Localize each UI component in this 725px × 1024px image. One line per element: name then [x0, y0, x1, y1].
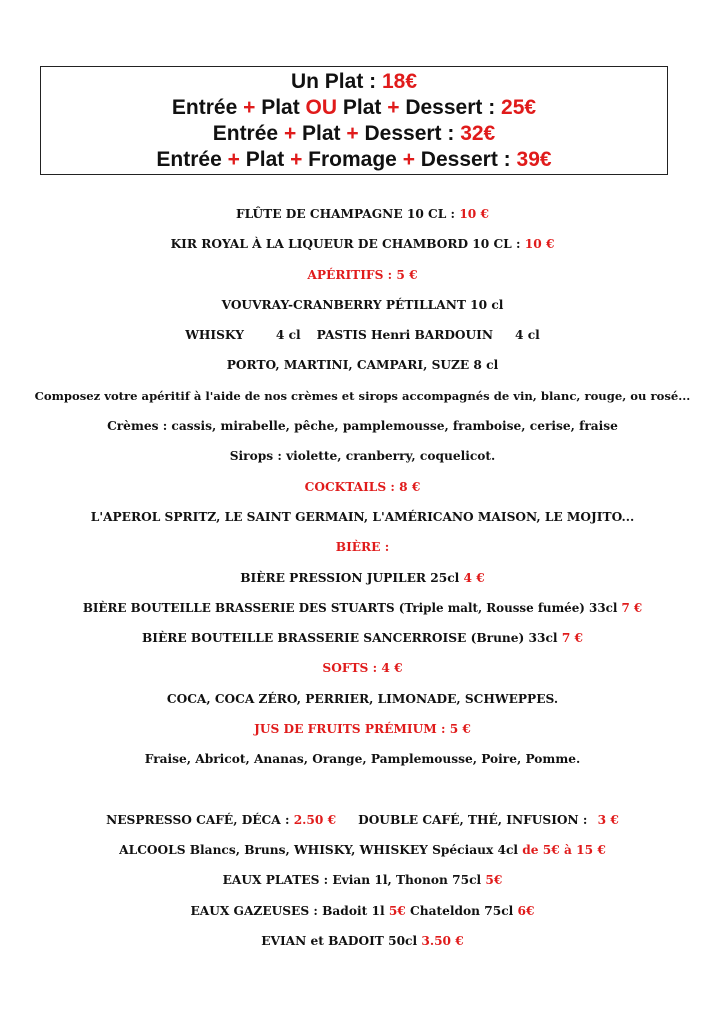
section-title-jus: JUS DE FRUITS PRÉMIUM : 5 € — [254, 722, 471, 737]
formula-text: Plat — [239, 148, 291, 171]
item-price: 7 € — [621, 600, 643, 615]
plus-sign: + — [387, 96, 400, 119]
menu-line-cocktails: L'APEROL SPRITZ, LE SAINT GERMAIN, L'AMÉRICANO MAISON, LE MOJITO... — [90, 509, 635, 524]
item-price: 6€ — [517, 903, 535, 918]
formula-text: Dessert : — [414, 148, 517, 171]
formula-text: Entrée — [156, 148, 228, 171]
formula-entree-plat-ou-plat-dessert — [41, 95, 667, 121]
menu-line-sancerroise — [0, 623, 725, 653]
menu-line-evian-badoit — [0, 926, 725, 956]
item-text: BIÈRE BOUTEILLE BRASSERIE DES STUARTS (Triple malt, Rousse fumée) 33cl — [82, 600, 622, 615]
formula-text: Plat — [296, 122, 347, 145]
formula-text: Entrée — [171, 96, 244, 119]
menu-line-kir-royal — [0, 229, 725, 259]
item-text: 4 cl — [275, 328, 301, 343]
formula-text: Dessert : — [399, 96, 502, 119]
section-title-aperitifs: APÉRITIFS : 5 € — [307, 267, 418, 282]
item-text: Chateldon 75cl — [405, 903, 518, 918]
drinks-menu — [0, 199, 725, 956]
menu-line-cafe — [0, 805, 725, 835]
menu-line-sirops: Sirops : violette, cranberry, coquelicot. — [229, 449, 496, 464]
menu-line-pression — [0, 563, 725, 593]
menu-line-porto: PORTO, MARTINI, CAMPARI, SUZE 8 cl — [226, 358, 499, 373]
item-text: WHISKY — [185, 328, 244, 343]
item-price: 5€ — [485, 873, 503, 888]
item-text: ALCOOLS Blancs, Bruns, WHISKY, WHISKEY Spéciaux 4cl — [119, 842, 523, 857]
item-text: PASTIS Henri BARDOUIN — [316, 328, 493, 343]
formula-box — [40, 66, 668, 175]
menu-line-vouvray: VOUVRAY-CRANBERRY PÉTILLANT 10 cl — [221, 297, 504, 312]
section-title-biere: BIÈRE : — [335, 540, 390, 555]
formula-text: Dessert : — [358, 122, 461, 145]
item-price: 4 € — [463, 570, 485, 585]
formula-price: 39€ — [516, 148, 552, 171]
item-price: 10 € — [459, 207, 489, 221]
item-text: BIÈRE PRESSION JUPILER 25cl — [240, 570, 464, 585]
section-title-softs: SOFTS : 4 € — [322, 661, 403, 676]
formula-price: 25€ — [501, 96, 537, 119]
menu-line-eaux-plates — [0, 865, 725, 895]
plus-sign: + — [283, 122, 297, 145]
item-price: 5€ — [388, 903, 406, 918]
menu-line-stuarts — [0, 593, 725, 623]
plus-sign: + — [346, 122, 359, 145]
item-text: EAUX GAZEUSES : Badoit 1l — [190, 903, 389, 918]
formula-price: 18€ — [381, 70, 418, 93]
item-price: 3.50 € — [421, 933, 464, 948]
menu-line-whisky-pastis — [0, 320, 725, 350]
plus-sign: + — [290, 148, 303, 171]
item-price: 3 € — [597, 812, 619, 827]
formula-text: Entrée — [212, 122, 284, 145]
item-text: EVIAN et BADOIT 50cl — [261, 933, 422, 948]
spacer — [0, 775, 725, 805]
formula-price: 32€ — [460, 122, 496, 145]
formula-entree-plat-dessert — [41, 121, 667, 147]
item-price: 7 € — [561, 631, 584, 646]
formula-entree-plat-fromage-dessert — [41, 147, 667, 173]
item-text: 4 cl — [515, 328, 540, 343]
menu-line-champagne — [0, 199, 725, 229]
formula-text: Plat — [255, 96, 306, 119]
plus-sign: + — [402, 148, 415, 171]
formula-label: Un Plat : — [290, 70, 382, 93]
menu-line-jus: Fraise, Abricot, Ananas, Orange, Pamplemousse, Poire, Pomme. — [144, 752, 581, 767]
item-text: BIÈRE BOUTEILLE BRASSERIE SANCERROISE (Brune) 33cl — [141, 631, 562, 646]
formula-text: Fromage — [302, 148, 403, 171]
menu-line-composez: Composez votre apéritif à l'aide de nos crèmes et sirops accompagnés de vin, blanc, rouge, ou rosé... — [34, 388, 691, 403]
formula-text: Plat — [337, 96, 388, 119]
menu-line-softs: COCA, COCA ZÉRO, PERRIER, LIMONADE, SCHWEPPES. — [166, 691, 559, 706]
section-title-cocktails: COCKTAILS : 8 € — [304, 479, 421, 494]
item-text: NESPRESSO CAFÉ, DÉCA : — [106, 812, 294, 827]
formula-ou: OU — [305, 96, 338, 119]
menu-line-eaux-gazeuses — [0, 896, 725, 926]
menu-line-cremes: Crèmes : cassis, mirabelle, pêche, pamplemousse, framboise, cerise, fraise — [107, 419, 618, 434]
plus-sign: + — [243, 96, 256, 119]
item-text: FLÛTE DE CHAMPAGNE 10 CL : — [235, 207, 460, 221]
item-text: EAUX PLATES : Evian 1l, Thonon 75cl — [222, 873, 486, 888]
formula-un-plat — [41, 69, 667, 95]
item-price: de 5€ à 15 € — [522, 842, 606, 857]
item-text: KIR ROYAL À LA LIQUEUR DE CHAMBORD 10 CL : — [170, 237, 525, 252]
item-price: 2.50 € — [293, 812, 337, 827]
plus-sign: + — [227, 148, 240, 171]
item-text: DOUBLE CAFÉ, THÉ, INFUSION : — [358, 812, 592, 827]
item-price: 10 € — [524, 237, 555, 252]
menu-line-alcools — [0, 835, 725, 865]
